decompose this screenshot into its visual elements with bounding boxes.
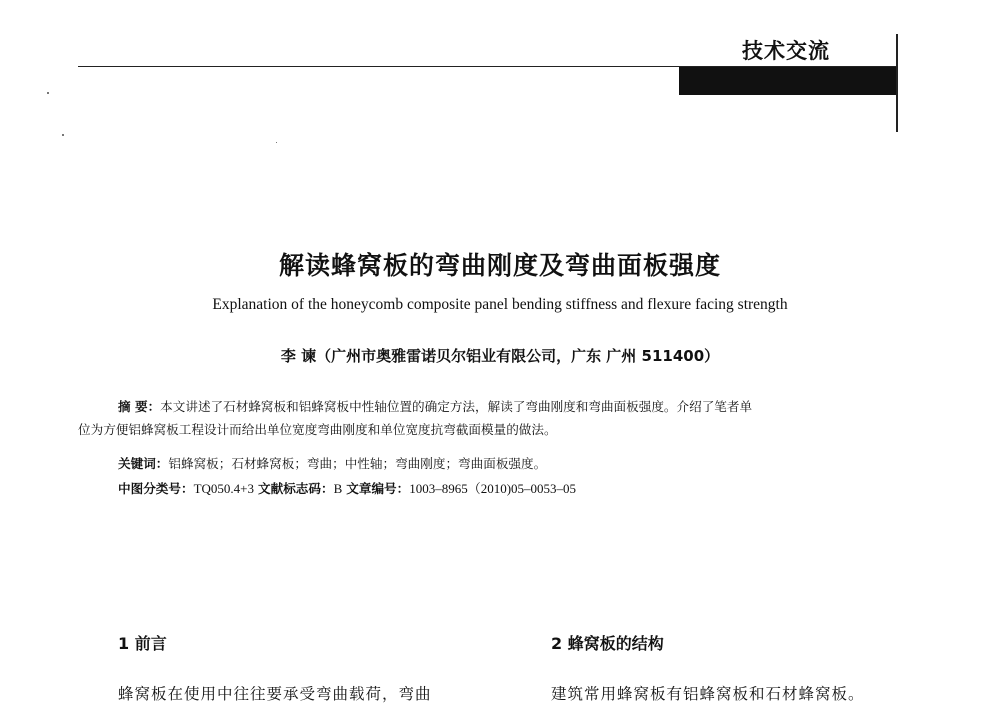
scan-speck (276, 142, 277, 143)
header-vertical-rule (896, 34, 898, 132)
column-label: 技术交流 (742, 39, 830, 63)
classification-line (118, 479, 576, 499)
scan-speck (47, 92, 49, 94)
section-1-text: 蜂窝板在使用中往往要承受弯曲载荷，弯曲 (118, 685, 432, 703)
abstract-line-2: 位为方便铝蜂窝板工程设计而给出单位宽度弯曲刚度和单位宽度抗弯截面模量的做法。 (78, 422, 557, 437)
author-affiliation: 李 谏（广州市奥雅雷诺贝尔铝业有限公司，广东 广州 511400） (280, 347, 720, 365)
keywords-line (118, 454, 546, 474)
scan-speck (62, 134, 64, 136)
section-heading-1: 1 前言 (118, 634, 167, 653)
article-no-value: 1003–8965（2010)05–0053–05 (409, 481, 577, 496)
clc-value: TQ050.4+3 (193, 481, 254, 496)
doc-code-label: 文献标志码： (258, 481, 334, 496)
abstract-label: 摘 要： (118, 399, 161, 414)
clc-label: 中图分类号： (118, 481, 194, 496)
doc-code-value: B (333, 481, 343, 496)
abstract-line-1 (118, 397, 752, 417)
article-title-zh: 解读蜂窝板的弯曲刚度及弯曲面板强度 (278, 251, 721, 280)
header-black-bar (679, 67, 897, 95)
article-title-en: Explanation of the honeycomb composite panel bending stiffness and flexure facing strength (212, 296, 788, 313)
section-2-text: 建筑常用蜂窝板有铝蜂窝板和石材蜂窝板。 (551, 685, 865, 703)
keywords-text: 铝蜂窝板；石材蜂窝板；弯曲；中性轴；弯曲刚度；弯曲面板强度。 (168, 456, 547, 471)
abstract-text-1: 本文讲述了石材蜂窝板和铝蜂窝板中性轴位置的确定方法，解读了弯曲刚度和弯曲面板强度。介绍了笔者单 (160, 399, 753, 414)
article-no-label: 文章编号： (346, 481, 410, 496)
section-heading-2: 2 蜂窝板的结构 (551, 634, 664, 653)
keywords-label: 关键词： (118, 456, 169, 471)
